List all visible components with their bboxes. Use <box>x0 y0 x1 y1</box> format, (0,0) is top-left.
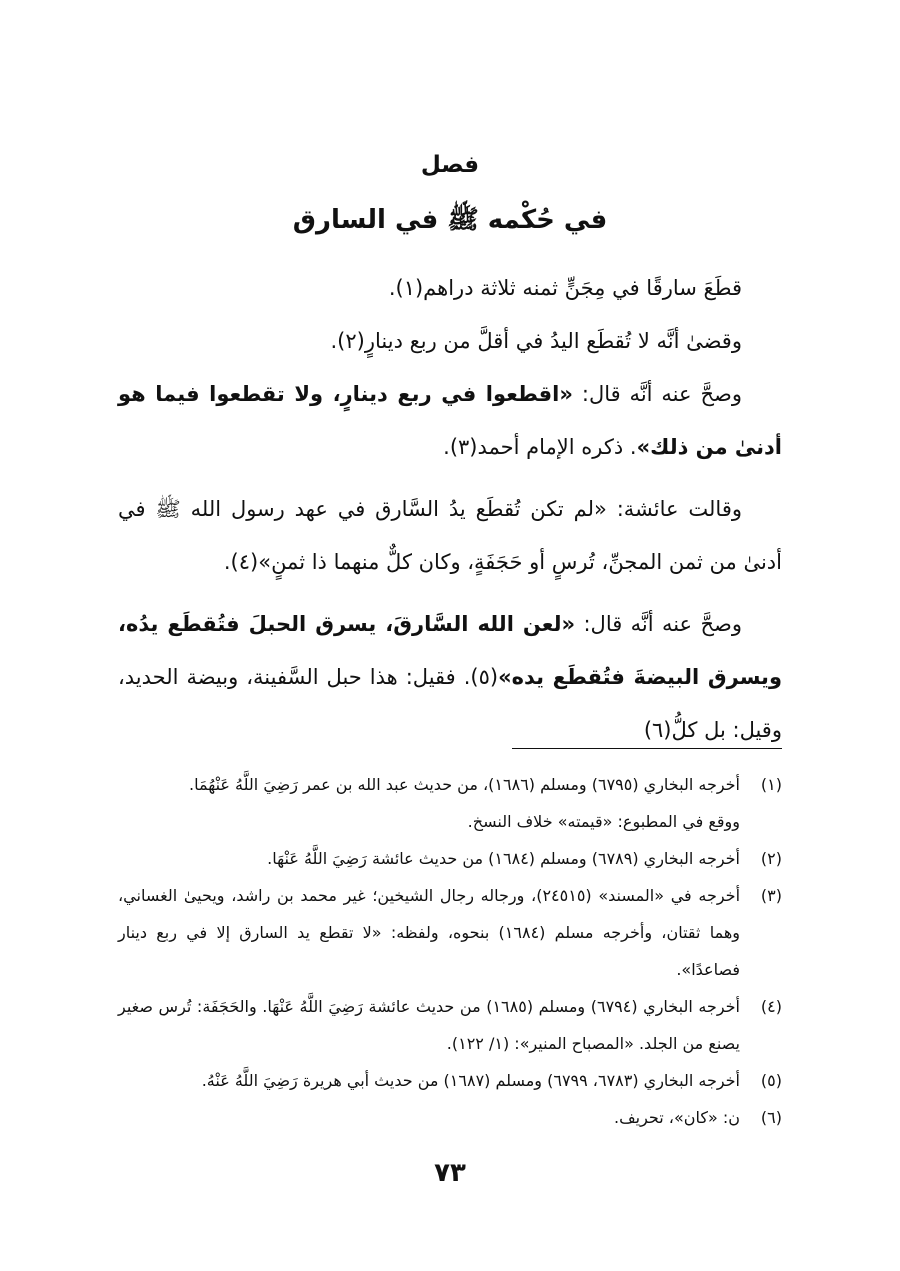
hadith-quote-1: «اقطعوا في ربع دينارٍ، ولا تقطعوا فيما هو أدنىٰ من ذلك» <box>118 382 782 459</box>
footnote-number: (٣) <box>760 886 782 905</box>
page-number: ٧٣ <box>434 1158 466 1188</box>
section-subtitle: في حُكْمه ﷺ في السارق <box>292 205 608 235</box>
footnote-line: ن: «كان»، تحريف. <box>613 1108 740 1127</box>
footnote <box>118 1062 782 1099</box>
footnote-line: أخرجه البخاري (٦٧٩٥) ومسلم (١٦٨٦)، من حديث عبد الله بن عمر رَضِيَ اللَّهُ عَنْهُمَا. <box>189 775 740 794</box>
footnote <box>118 766 782 840</box>
paragraph-1: قطَعَ سارقًا في مِجَنٍّ ثمنه ثلاثة دراهم(١). <box>388 276 742 300</box>
footnote-line: أخرجه البخاري (٦٧٨٣، ٦٧٩٩) ومسلم (١٦٨٧) من حديث أبي هريرة رَضِيَ اللَّهُ عَنْهُ. <box>201 1071 740 1090</box>
footnote-number: (٥) <box>760 1071 782 1090</box>
footnote-number: (٦) <box>760 1108 782 1127</box>
footnote-line: ووقع في المطبوع: «قيمته» خلاف النسخ. <box>467 812 740 831</box>
paragraph-5-intro: وصحَّ عنه أنَّه قال: <box>575 612 742 636</box>
footnote <box>118 877 782 988</box>
footnote-line: أخرجه في «المسند» (٢٤٥١٥)، ورجاله رجال الشيخين؛ غير محمد بن راشد، ويحيىٰ الغساني، وهما ثقتان، وأخرجه مسلم (١٦٨٤) بنحوه، ولفظه: «لا تقطع يد السارق إلا في ربع دينار فصاعدًا». <box>118 886 741 979</box>
main-text <box>118 262 782 757</box>
footnote-text <box>118 1062 740 1099</box>
paragraph-2: وقضىٰ أنَّه لا تُقطَع اليدُ في أقلَّ من ربع دينارٍ(٢). <box>330 329 742 353</box>
paragraph-3 <box>118 368 782 474</box>
footnote-line: أخرجه البخاري (٦٧٩٤) ومسلم (١٦٨٥) من حديث عائشة رَضِيَ اللَّهُ عَنْهَا. والحَجَفَة: تُرس صغير يصنع من الجلد. «المصباح المنير»: (١/ ١٢٢). <box>118 997 740 1053</box>
paragraph-5 <box>118 598 782 757</box>
footnote-number: (١) <box>760 775 782 794</box>
footnotes <box>118 766 782 1136</box>
footnote-text <box>118 766 740 840</box>
footnote-number: (٤) <box>760 997 782 1016</box>
hadith-quote-2: «لعن الله السَّارقَ، يسرق الحبلَ فتُقطَع يدُه، ويسرق البيضةَ فتُقطَع يده» <box>118 612 782 689</box>
footnote-text <box>118 1099 740 1136</box>
paragraph-5-continuation: (٥). فقيل: هذا حبل السَّفينة، وبيضة الحديد، وقيل: بل كلُّ(٦) <box>118 665 782 742</box>
footnote-number: (٢) <box>760 849 782 868</box>
paragraph-3-intro: وصحَّ عنه أنَّه قال: <box>572 382 742 406</box>
footnote-text <box>118 988 740 1062</box>
footnote-separator <box>512 748 782 749</box>
footnote <box>118 988 782 1062</box>
footnote <box>118 840 782 877</box>
paragraph-3-source: . ذكره الإمام أحمد(٣). <box>443 435 637 459</box>
footnote-text <box>118 840 740 877</box>
paragraph-4: وقالت عائشة: «لم تكن تُقطَع يدُ السَّارق في عهد رسول الله ﷺ في أدنىٰ من ثمن المجنِّ، تُرسٍ أو حَجَفَةٍ، وكان كلٌّ منهما ذا ثمنٍ»(٤). <box>118 497 782 574</box>
footnote-line: أخرجه البخاري (٦٧٨٩) ومسلم (١٦٨٤) من حديث عائشة رَضِيَ اللَّهُ عَنْهَا. <box>267 849 740 868</box>
footnote <box>118 1099 782 1136</box>
section-heading: فصل <box>420 152 480 178</box>
footnote-text <box>118 877 740 988</box>
